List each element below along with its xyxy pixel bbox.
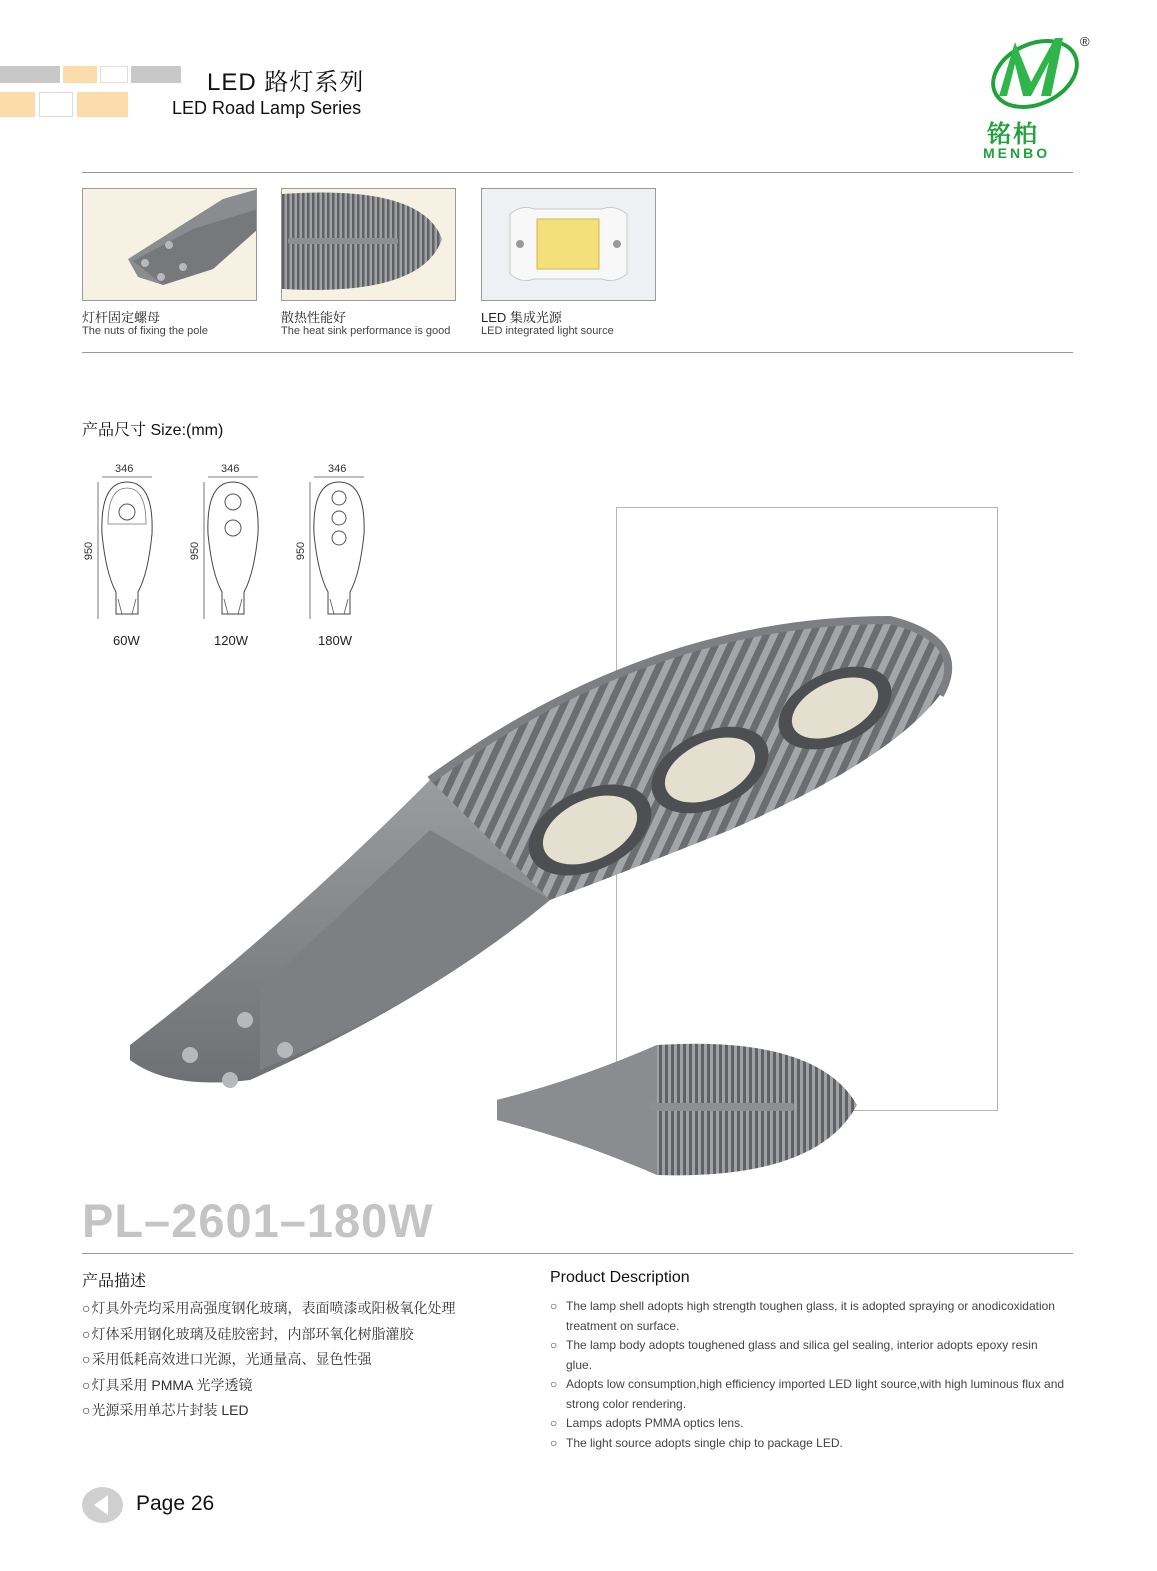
list-item: ○ The light source adopts single chip to package LED.: [550, 1434, 1070, 1454]
header-decor-block: [131, 66, 181, 83]
bullet-circle-icon: ○: [82, 1300, 91, 1316]
header-decor-block: [39, 92, 73, 117]
dimension-height: 950: [189, 541, 202, 561]
feature-image-heat-sink: [281, 188, 456, 301]
registered-mark: ®: [1080, 34, 1090, 49]
feature-caption-cn: LED 集成光源: [481, 310, 562, 325]
list-item: ○ Adopts low consumption,high efficiency imported LED light source,with high luminous flux and strong color rendering.: [550, 1377, 1065, 1411]
list-item: ○ The lamp shell adopts high strength toughen glass, it is adopted spraying or anodicoxidation treatment on surface.: [550, 1299, 1055, 1333]
model-number: PL–2601–180W: [82, 1194, 434, 1247]
description-list-cn: [82, 1296, 455, 1424]
description-title-cn: 产品描述: [82, 1273, 147, 1290]
dimension-width: 346: [221, 463, 240, 475]
dimension-width: 346: [328, 463, 347, 475]
header-decor-block: [63, 66, 97, 83]
logo-mark-icon: [985, 24, 1097, 114]
feature-image-led-source: [481, 188, 656, 301]
header-decor-block: [77, 92, 128, 117]
list-item: ○ The lamp body adopts toughened glass and silica gel sealing, interior adopts epoxy resin glue.: [550, 1338, 1038, 1372]
page-number: Page 26: [136, 1492, 215, 1515]
dimension-height: 950: [295, 541, 308, 561]
description-divider: [82, 1253, 1073, 1254]
wattage-label: 180W: [318, 633, 352, 648]
list-item: ○光源采用单芯片封装 LED: [82, 1402, 249, 1418]
bullet-circle-icon: ○: [82, 1325, 91, 1342]
feature-caption-en: The nuts of fixing the pole: [82, 325, 208, 337]
header-decor-block: [0, 66, 60, 83]
description-list-en: [550, 1297, 1070, 1453]
bullet-circle-icon: ○: [550, 1435, 558, 1450]
bullet-circle-icon: ○: [82, 1376, 91, 1393]
list-item: ○灯具外壳均采用高强度钢化玻璃，表面喷漆或阳极氧化处理: [82, 1300, 456, 1316]
header-divider: [82, 172, 1073, 173]
list-item: ○灯体采用钢化玻璃及硅胶密封，内部环氧化树脂灌胶: [82, 1325, 414, 1342]
wattage-label: 60W: [113, 633, 140, 648]
features-divider: [82, 352, 1073, 353]
brand-name-en: MENBO: [983, 145, 1051, 161]
bullet-circle-icon: ○: [550, 1338, 558, 1352]
header-decor-block: [100, 66, 128, 83]
feature-caption-en: The heat sink performance is good: [281, 325, 451, 337]
feature-caption-cn: 散热性能好: [281, 310, 347, 325]
series-title-cn: LED 路灯系列: [207, 69, 365, 96]
feature-caption-en: LED integrated light source: [481, 325, 614, 337]
size-section-title: 产品尺寸 Size:(mm): [82, 422, 224, 439]
description-title-en: Product Description: [550, 1269, 690, 1286]
dimension-height: 950: [83, 541, 96, 561]
bullet-circle-icon: ○: [550, 1299, 558, 1313]
brand-name-cn: 铭柏: [987, 120, 1039, 148]
series-title-en: LED Road Lamp Series: [172, 98, 362, 118]
feature-image-pole-nuts: [82, 188, 257, 301]
brand-logo: [985, 24, 1097, 114]
back-arrow-icon[interactable]: [82, 1487, 123, 1523]
product-photo-main: [130, 600, 960, 1100]
bullet-circle-icon: ○: [550, 1377, 558, 1391]
bullet-circle-icon: ○: [82, 1402, 91, 1418]
header-decor-block: [0, 92, 35, 117]
feature-caption-cn: 灯杆固定螺母: [82, 310, 161, 325]
list-item: ○采用低耗高效进口光源，光通量高、显色性强: [82, 1351, 372, 1367]
product-photo-side: [497, 1040, 862, 1180]
bullet-circle-icon: ○: [550, 1416, 558, 1430]
list-item: ○灯具采用 PMMA 光学透镜: [82, 1376, 253, 1393]
list-item: ○ Lamps adopts PMMA optics lens.: [550, 1414, 1070, 1434]
dimension-width: 346: [115, 463, 134, 475]
wattage-label: 120W: [214, 633, 248, 648]
bullet-circle-icon: ○: [82, 1351, 91, 1367]
